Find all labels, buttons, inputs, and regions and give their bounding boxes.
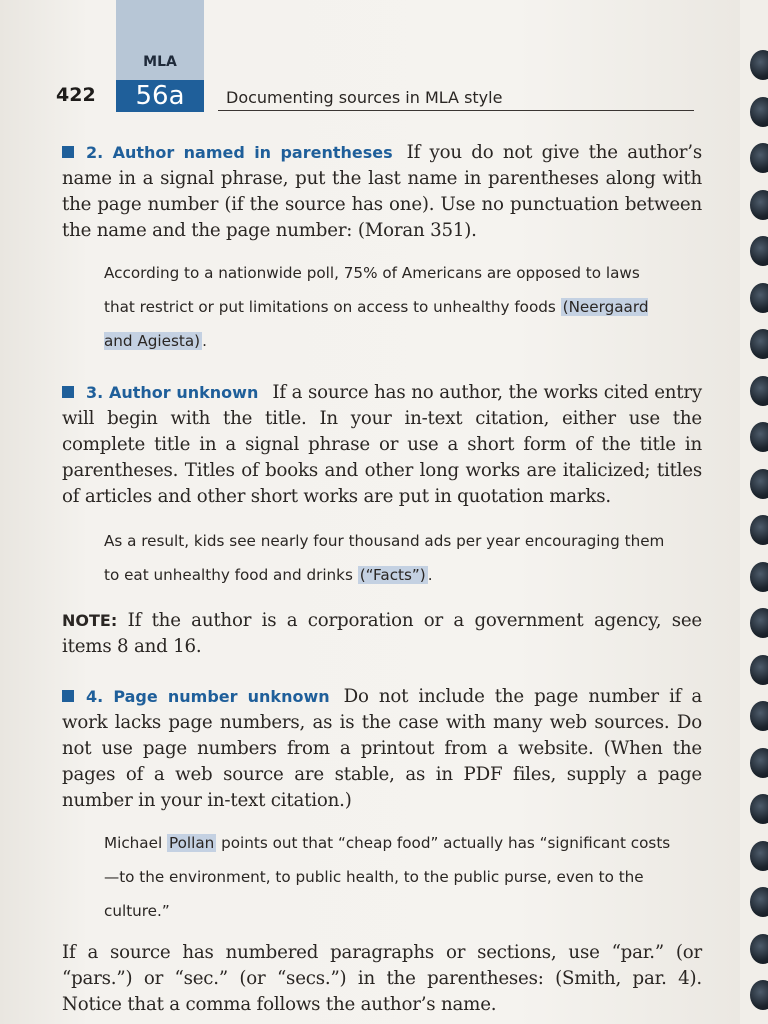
example-text: According to a nationwide poll, 75% of Americans are opposed to laws that restrict or put limitations on access to unhealthy foods [104, 264, 640, 316]
spiral-coil [750, 562, 768, 592]
header-rule [218, 110, 694, 111]
spiral-coil [750, 794, 768, 824]
section-2-heading: 2. Author named in parentheses [86, 143, 393, 162]
spiral-coil [750, 608, 768, 638]
example-text: As a result, kids see nearly four thousand ads per year encouraging them to eat unhealthy food and drinks [104, 532, 665, 584]
note-paragraph [62, 608, 702, 660]
section-3-heading: 3. Author unknown [86, 383, 259, 402]
example-text: points out that “cheap food” actually has “significant costs—to the environment, to public health, to the public purse, even to the culture.” [104, 834, 671, 920]
spiral-coil [750, 236, 768, 266]
spiral-coil [750, 469, 768, 499]
highlighted-name: Pollan [169, 834, 215, 852]
section-2-example [62, 256, 674, 358]
spiral-coil [750, 190, 768, 220]
running-head: Documenting sources in MLA style [226, 88, 503, 107]
page-number: 422 [56, 84, 96, 106]
section-4-example [62, 826, 674, 928]
example-period: . [427, 566, 433, 584]
spiral-coil [750, 422, 768, 452]
spiral-coil [750, 376, 768, 406]
square-bullet-icon [62, 386, 74, 398]
spiral-coil [750, 143, 768, 173]
highlighted-citation: (“Facts”) [359, 566, 426, 584]
spiral-coil [750, 283, 768, 313]
spiral-coil [750, 50, 768, 80]
section-code-box: 56a [116, 80, 204, 112]
spiral-coil [750, 980, 768, 1010]
section-2-body: If you do not give the author’s name in a signal phrase, put the last name in parentheses along with the page number (if the source has one). Use no punctuation between the name and the page number: (Moran 351). [62, 142, 702, 241]
note-text: If the author is a corporation or a government agency, see items 8 and 16. [62, 610, 702, 657]
section-3-body: If a source has no author, the works cited entry will begin with the title. In your in-text citation, either use the complete title in a signal phrase or use a short form of the title in parentheses. Titles of books and other long works are italicized; titles of articles and other short works are put in quotation marks. [62, 382, 702, 507]
note-label: NOTE: [62, 611, 118, 630]
section-3-paragraph [62, 380, 702, 510]
spiral-coil [750, 329, 768, 359]
section-3-example [62, 524, 674, 592]
spiral-coil [750, 841, 768, 871]
spiral-coil [750, 701, 768, 731]
example-lead: Michael [104, 834, 163, 852]
spiral-coil [750, 934, 768, 964]
section-4-heading: 4. Page number unknown [86, 687, 330, 706]
square-bullet-icon [62, 690, 74, 702]
tab-label: MLA [143, 54, 177, 70]
section-2-paragraph [62, 140, 702, 244]
page-content [62, 140, 702, 1018]
example-period: . [202, 332, 207, 350]
highlighted-citation: (Neergaard and Agiesta) [104, 298, 649, 350]
section-4-paragraph [62, 684, 702, 814]
spiral-binding [740, 0, 768, 1024]
closing-paragraph: If a source has numbered paragraphs or sections, use “par.” (or “pars.”) or “sec.” (or “secs.”) in the parentheses: (Smith, par. 4). Notice that a comma follows the author’s name. [62, 942, 702, 1015]
square-bullet-icon [62, 146, 74, 158]
spiral-coil [750, 748, 768, 778]
spiral-coil [750, 655, 768, 685]
section-4-body: Do not include the page number if a work lacks page numbers, as is the case with many web sources. Do not use page numbers from a printout from a website. (When the pages of a web source are stable, as in PDF files, supply a page number in your in-text citation.) [62, 686, 702, 811]
spiral-coil [750, 515, 768, 545]
spiral-coil [750, 97, 768, 127]
spiral-coil [750, 887, 768, 917]
